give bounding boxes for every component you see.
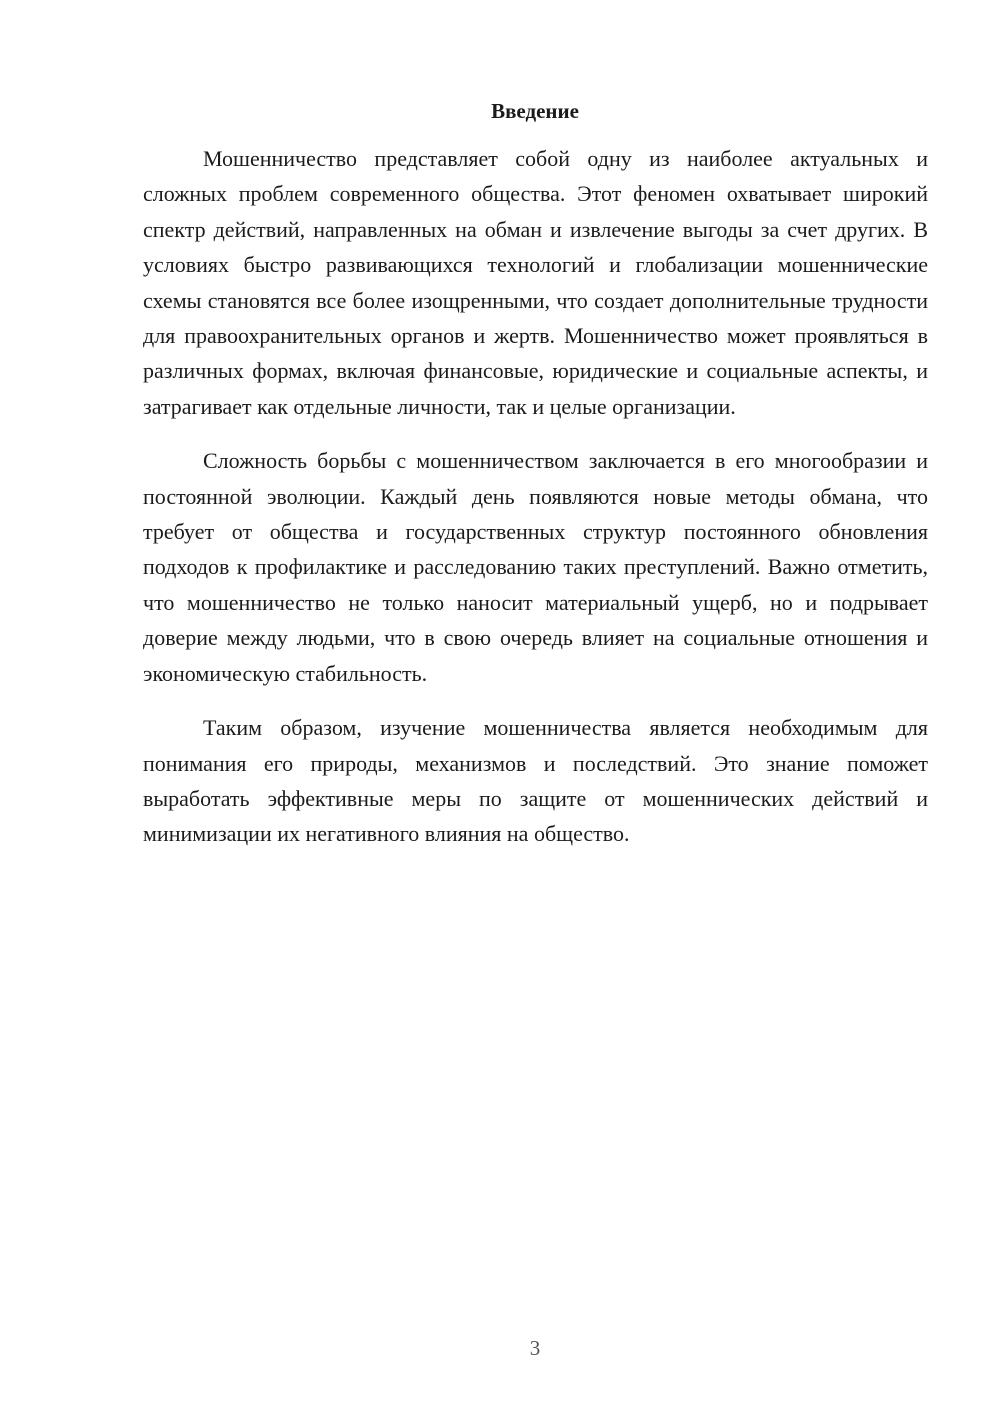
paragraph-2: Сложность борьбы с мошенничеством заключается в его многообразии и постоянной эволюции. Каждый день появляются новые методы обмана, что требует от общества и государственных структур постоянного обновления подходов к профилактике и расследованию таких преступлений. Важно отметить, что мошенничество не только наносит материальный ущерб, но и подрывает доверие между людьми, что в свою очередь влияет на социальные отношения и экономическую стабильность. — [143, 448, 928, 686]
body-text — [143, 141, 928, 871]
paragraph-1: Мошенничество представляет собой одну из наиболее актуальных и сложных проблем современного общества. Этот феномен охватывает широкий спектр действий, направленных на обман и извлечение выгоды за счет других. В условиях быстро развивающихся технологий и глобализации мошеннические схемы становятся все более изощренными, что создает дополнительные трудности для правоохранительных органов и жертв. Мошенничество может проявляться в различных формах, включая финансовые, юридические и социальные аспекты, и затрагивает как отдельные личности, так и целые организации. — [143, 146, 928, 419]
paragraph-3: Таким образом, изучение мошенничества является необходимым для понимания его природы, механизмов и последствий. Это знание поможет выработать эффективные меры по защите от мошеннических действий и минимизации их негативного влияния на общество. — [143, 715, 928, 847]
section-title: Введение — [491, 99, 579, 123]
page-number: 3 — [529, 1336, 541, 1360]
